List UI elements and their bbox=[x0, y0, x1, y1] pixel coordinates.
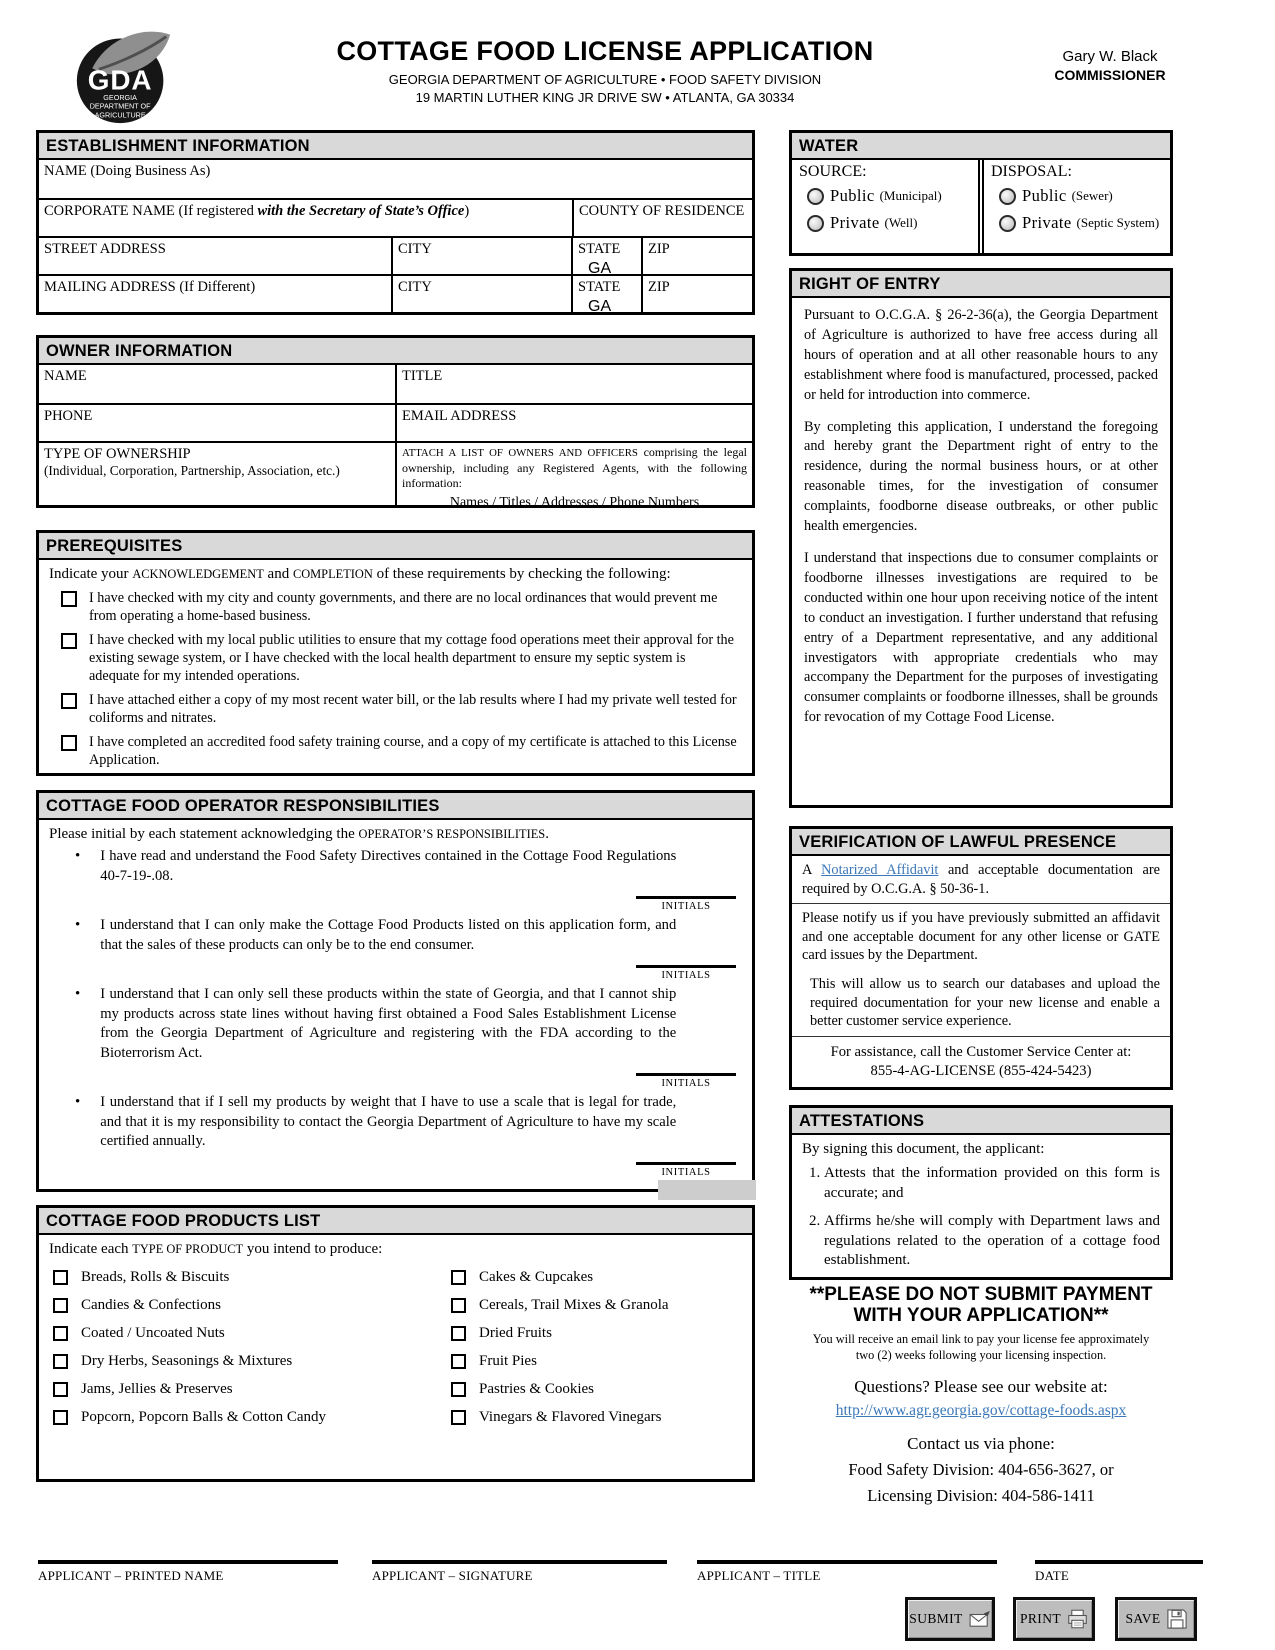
initials-label: INITIALS bbox=[661, 970, 711, 981]
licensing-phone: Licensing Division: 404-586-1411 bbox=[867, 1485, 1095, 1505]
attach-note-text bbox=[402, 445, 747, 492]
field-mailing-city[interactable] bbox=[391, 276, 571, 312]
prerequisite-item bbox=[61, 631, 744, 685]
signature-field[interactable] bbox=[372, 1560, 667, 1584]
intro-caps: ACKNOWLEDGEMENT bbox=[132, 567, 264, 581]
field-label: NAME (Doing Business As) bbox=[44, 163, 211, 179]
operator-responsibilities-section bbox=[36, 790, 755, 1192]
field-corporate-name[interactable] bbox=[39, 200, 572, 236]
section-title-verification: VERIFICATION OF LAWFUL PRESENCE bbox=[792, 829, 1170, 856]
radio-label: Public bbox=[1022, 186, 1067, 205]
field-label: PHONE bbox=[44, 408, 93, 424]
product-item bbox=[451, 1297, 744, 1314]
initials-label: INITIALS bbox=[661, 1166, 711, 1178]
bullet-icon: • bbox=[75, 848, 81, 864]
shaded-form-field-area bbox=[658, 1180, 756, 1200]
initials-label: INITIALS bbox=[661, 901, 711, 912]
right-of-entry-paragraph: By completing this application, I understand the foregoing and hereby grant the Department right of entry to the residence, during the normal business hours, or at other reasonable times, for the investigation of consumer complaints, foodborne disease outbreaks, or other public health emergencies. bbox=[804, 418, 1158, 535]
section-title-water: WATER bbox=[792, 133, 1170, 160]
water-source-label: SOURCE: bbox=[799, 163, 867, 180]
product-item bbox=[53, 1381, 451, 1398]
intro-caps: TYPE OF PRODUCT bbox=[132, 1242, 244, 1256]
attach-owners-note bbox=[395, 443, 752, 505]
verification-paragraph-2: Please notify us if you have previously submitted an affidavit and one acceptable document for any other license or GATE card issues by the Department. bbox=[802, 910, 1160, 964]
commissioner-name: Gary W. Black bbox=[1062, 48, 1158, 65]
payment-note-line: You will receive an email link to pay your license fee approximately bbox=[812, 1331, 1150, 1346]
prerequisite-checkbox-1[interactable] bbox=[61, 591, 77, 607]
product-checkbox-dried-fruits[interactable] bbox=[451, 1326, 466, 1341]
owner-information-section bbox=[36, 335, 755, 508]
water-section bbox=[789, 130, 1173, 256]
section-title-products: COTTAGE FOOD PRODUCTS LIST bbox=[39, 1208, 752, 1235]
field-label: COUNTY OF RESIDENCE bbox=[579, 203, 745, 219]
signature-line bbox=[1035, 1560, 1203, 1564]
printer-icon bbox=[1067, 1609, 1088, 1629]
field-label: MAILING ADDRESS (If Different) bbox=[44, 279, 256, 295]
intro-text: Indicate your bbox=[49, 566, 133, 582]
prerequisite-item bbox=[61, 589, 744, 625]
verification-text: and acceptable documentation are required by O.C.G.A. § 50-36-1. bbox=[802, 862, 1160, 897]
product-checkbox-breads[interactable] bbox=[53, 1270, 68, 1285]
field-owner-phone[interactable] bbox=[39, 405, 395, 441]
product-label: Vinegars & Flavored Vinegars bbox=[479, 1409, 662, 1425]
website-link[interactable]: http://www.agr.georgia.gov/cottage-foods.aspx bbox=[835, 1401, 1127, 1419]
radio-source-public[interactable] bbox=[807, 188, 824, 205]
state-value-prefilled: GA bbox=[588, 298, 612, 312]
signature-line bbox=[372, 1560, 667, 1564]
field-sublabel: (Individual, Corporation, Partnership, Association, etc.) bbox=[44, 463, 340, 478]
field-label: EMAIL ADDRESS bbox=[402, 408, 517, 424]
water-source-option bbox=[807, 186, 971, 206]
attach-note-caps: ATTACH A LIST OF OWNERS AND OFFICERS bbox=[402, 447, 638, 459]
water-disposal-label: DISPOSAL: bbox=[991, 163, 1072, 180]
product-item bbox=[53, 1325, 451, 1342]
radio-qualifier: (Well) bbox=[884, 215, 918, 230]
logo-text-line3: AGRICULTURE bbox=[94, 110, 146, 120]
product-checkbox-fruit-pies[interactable] bbox=[451, 1354, 466, 1369]
field-mailing-state[interactable] bbox=[571, 276, 641, 312]
product-checkbox-jams[interactable] bbox=[53, 1382, 68, 1397]
submit-button[interactable] bbox=[905, 1597, 995, 1641]
initials-field-3[interactable] bbox=[636, 1073, 736, 1089]
verification-lawful-presence-section bbox=[789, 826, 1173, 1090]
product-label: Dry Herbs, Seasonings & Mixtures bbox=[81, 1353, 293, 1369]
field-street-city[interactable] bbox=[391, 238, 571, 274]
envelope-icon bbox=[969, 1610, 991, 1628]
department-subtitle: GEORGIA DEPARTMENT OF AGRICULTURE • FOOD SAFETY DIVISION bbox=[388, 72, 822, 87]
field-label: CITY bbox=[398, 241, 432, 257]
product-item bbox=[451, 1353, 744, 1370]
button-label: SAVE bbox=[1125, 1611, 1161, 1626]
payment-note bbox=[789, 1331, 1173, 1364]
products-intro bbox=[49, 1241, 744, 1258]
water-disposal-option bbox=[999, 186, 1163, 206]
payment-notice-block bbox=[789, 1284, 1173, 1506]
form-header bbox=[260, 36, 950, 105]
button-label: SUBMIT bbox=[909, 1611, 963, 1626]
attach-names-line: Names / Titles / Addresses / Phone Numbers bbox=[449, 494, 700, 505]
floppy-icon bbox=[1167, 1609, 1187, 1629]
intro-caps: COMPLETION bbox=[292, 567, 373, 581]
radio-label: Public bbox=[830, 186, 875, 205]
product-label: Fruit Pies bbox=[479, 1353, 537, 1369]
right-of-entry-paragraph: I understand that inspections due to consumer complaints or foodborne illnesses investigations are required to be conducted within one hour upon receiving notice of the intent to conduct an investigation. I further understand that refusing entry of a Department representative, and any additional investigators with appropriate credentials who may accompany the Department for the purposes of investigating consumer complaints or foodborne illnesses, shall be grounds for revocation of my Cottage Food License. bbox=[804, 549, 1158, 726]
questions-line: Questions? Please see our website at: bbox=[854, 1376, 1108, 1396]
bullet-icon: • bbox=[75, 1094, 81, 1110]
attestation-item: 2. Affirms he/she will comply with Department laws and regulations related to the operation of a cottage food establishment. bbox=[824, 1212, 1160, 1271]
water-disposal-option bbox=[999, 213, 1163, 233]
field-street-zip[interactable] bbox=[641, 238, 752, 274]
product-item bbox=[451, 1325, 744, 1342]
responsibility-item bbox=[75, 916, 744, 955]
intro-text: and bbox=[263, 566, 293, 582]
signature-label: DATE bbox=[1035, 1568, 1070, 1583]
right-of-entry-paragraph: Pursuant to O.C.G.A. § 26-2-36(a), the Georgia Department of Agriculture is authorized to have free access during all hours of operation and at all other reasonable hours to any establishment where food is manufactured, processed, packed or held for introduction into commerce. bbox=[804, 307, 1158, 403]
initials-field-2[interactable] bbox=[636, 965, 736, 981]
product-checkbox-pastries[interactable] bbox=[451, 1382, 466, 1397]
product-label: Candies & Confections bbox=[81, 1297, 221, 1313]
responsibilities-intro bbox=[49, 826, 744, 843]
commissioner-title: COMMISSIONER bbox=[1054, 67, 1166, 83]
date-field[interactable] bbox=[1035, 1560, 1203, 1584]
field-street-address[interactable] bbox=[39, 238, 391, 274]
logo-text-line2: DEPARTMENT OF bbox=[89, 101, 151, 111]
verification-paragraph-3: This will allow us to search our databases and upload the required documentation for your new license and enable a better customer service experience. bbox=[810, 975, 1160, 1030]
field-owner-title[interactable] bbox=[395, 365, 752, 403]
product-label: Cereals, Trail Mixes & Granola bbox=[479, 1297, 669, 1313]
radio-disposal-public[interactable] bbox=[999, 188, 1016, 205]
section-title-attestations: ATTESTATIONS bbox=[792, 1108, 1170, 1135]
button-label: PRINT bbox=[1019, 1611, 1061, 1626]
signature-label: APPLICANT – SIGNATURE bbox=[372, 1568, 533, 1583]
prerequisite-text: I have checked with my local public utilities to ensure that my cottage food operations meet their approval for the existing sewage system, or I have checked with the local health department to ensure my septic system is adequate for my intended operations. bbox=[89, 632, 734, 684]
no-payment-warning-line2: WITH YOUR APPLICATION** bbox=[853, 1305, 1109, 1327]
gda-logo-icon bbox=[70, 26, 176, 126]
applicant-title-field[interactable] bbox=[697, 1560, 997, 1584]
product-item bbox=[53, 1353, 451, 1370]
assistance-note bbox=[792, 1037, 1170, 1085]
attestations-intro: By signing this document, the applicant: bbox=[802, 1141, 1045, 1157]
intro-text: Please initial by each statement acknowledging the bbox=[49, 826, 359, 842]
section-title-right-of-entry: RIGHT OF ENTRY bbox=[792, 271, 1170, 298]
field-ownership-type[interactable] bbox=[39, 443, 395, 505]
signature-label: APPLICANT – TITLE bbox=[697, 1568, 821, 1583]
product-label: Pastries & Cookies bbox=[479, 1381, 594, 1397]
field-county-of-residence[interactable] bbox=[572, 200, 752, 236]
field-label: ZIP bbox=[648, 279, 670, 295]
prerequisite-item bbox=[61, 691, 744, 727]
product-item bbox=[451, 1269, 744, 1286]
product-checkbox-vinegars[interactable] bbox=[451, 1410, 466, 1425]
no-payment-warning-line1: **PLEASE DO NOT SUBMIT PAYMENT bbox=[809, 1284, 1153, 1305]
right-of-entry-section bbox=[789, 268, 1173, 808]
field-label: CITY bbox=[398, 279, 432, 295]
prerequisite-text: I have attached either a copy of my most recent water bill, or the lab results where I had my private well tested for coliforms and nitrates. bbox=[89, 692, 737, 726]
commissioner-block bbox=[1030, 48, 1190, 83]
section-title-owner: OWNER INFORMATION bbox=[39, 338, 752, 365]
radio-qualifier: (Sewer) bbox=[1071, 188, 1113, 203]
attestations-section bbox=[789, 1105, 1173, 1280]
prerequisite-text: I have checked with my city and county governments, and there are no local ordinances that would prevent me from operating a home-based business. bbox=[89, 590, 718, 624]
product-checkbox-popcorn[interactable] bbox=[53, 1410, 68, 1425]
section-title-establishment: ESTABLISHMENT INFORMATION bbox=[39, 133, 752, 160]
state-value-prefilled: GA bbox=[588, 260, 612, 274]
radio-qualifier: (Municipal) bbox=[879, 188, 942, 203]
assistance-phone: 855-4-AG-LICENSE (855-424-5423) bbox=[870, 1062, 1092, 1079]
field-mailing-address[interactable] bbox=[39, 276, 391, 312]
field-label bbox=[44, 203, 469, 219]
bullet-icon: • bbox=[75, 917, 81, 933]
product-checkbox-cereals[interactable] bbox=[451, 1298, 466, 1313]
field-dba-name[interactable] bbox=[39, 160, 752, 198]
attestations-list bbox=[824, 1164, 1160, 1271]
responsibility-text: I understand that I can only sell these products within the state of Georgia, and that I cannot ship my products across state lines without having first obtained a Food Sales Establishment License from the Georgia Department of Agriculture and registering with the FDA according to the Bioterrorism Act. bbox=[100, 986, 677, 1061]
intro-text: of these requirements by checking the following: bbox=[372, 566, 671, 582]
responsibility-item bbox=[75, 847, 744, 886]
radio-label: Private bbox=[830, 213, 880, 232]
notarized-affidavit-link[interactable]: Notarized Affidavit bbox=[821, 862, 939, 878]
radio-disposal-private[interactable] bbox=[999, 215, 1016, 232]
product-item bbox=[53, 1269, 451, 1286]
water-source-column bbox=[792, 160, 978, 254]
signature-label: APPLICANT – PRINTED NAME bbox=[38, 1568, 224, 1583]
verification-paragraph-1 bbox=[792, 856, 1170, 903]
printed-name-field[interactable] bbox=[38, 1560, 338, 1584]
prerequisite-checkbox-2[interactable] bbox=[61, 633, 77, 649]
field-label: TITLE bbox=[402, 368, 443, 384]
product-checkbox-nuts[interactable] bbox=[53, 1326, 68, 1341]
food-safety-phone: Food Safety Division: 404-656-3627, or bbox=[848, 1459, 1114, 1479]
field-label: NAME bbox=[44, 368, 87, 384]
radio-source-private[interactable] bbox=[807, 215, 824, 232]
field-owner-email[interactable] bbox=[395, 405, 752, 441]
initials-field-4[interactable] bbox=[636, 1162, 736, 1178]
responsibility-text: I have read and understand the Food Safety Directives contained in the Cottage Food Regulations 40-7-19-.08. bbox=[100, 848, 677, 884]
bullet-icon: • bbox=[75, 986, 81, 1002]
intro-text: you intend to produce: bbox=[243, 1241, 383, 1257]
prerequisite-item bbox=[61, 733, 744, 769]
product-label: Breads, Rolls & Biscuits bbox=[81, 1269, 230, 1285]
establishment-information-section bbox=[36, 130, 755, 315]
logo-acronym: GDA bbox=[87, 64, 153, 96]
section-title-responsibilities: COTTAGE FOOD OPERATOR RESPONSIBILITIES bbox=[39, 793, 752, 820]
product-label: Coated / Uncoated Nuts bbox=[81, 1325, 225, 1341]
water-source-option bbox=[807, 213, 971, 233]
radio-qualifier: (Septic System) bbox=[1076, 215, 1160, 230]
prerequisite-text: I have completed an accredited food safety training course, and a copy of my certificate is attached to this License Application. bbox=[89, 734, 737, 768]
payment-note-line: two (2) weeks following your licensing inspection. bbox=[855, 1348, 1107, 1363]
product-item bbox=[451, 1409, 744, 1426]
product-label: Dried Fruits bbox=[479, 1325, 552, 1341]
prerequisites-section bbox=[36, 530, 755, 776]
gda-logo bbox=[70, 26, 176, 131]
responsibility-item bbox=[75, 985, 744, 1063]
attestation-item: 1. Attests that the information provided on this form is accurate; and bbox=[824, 1164, 1160, 1203]
product-checkbox-candies[interactable] bbox=[53, 1298, 68, 1313]
products-list-section bbox=[36, 1205, 755, 1482]
product-label: Jams, Jellies & Preserves bbox=[81, 1381, 233, 1397]
field-label: STATE bbox=[578, 279, 621, 295]
field-mailing-zip[interactable] bbox=[641, 276, 752, 312]
responsibility-text: I understand that I can only make the Cottage Food Products listed on this application form, and that the sales of these products can only be to the end consumer. bbox=[100, 917, 677, 953]
responsibility-text: I understand that if I sell my products by weight that I have to use a scale that is legal for trade, and that it is my responsibility to contact the Georgia Department of Agriculture to have my scale certified annually. bbox=[100, 1094, 677, 1149]
product-label: Popcorn, Popcorn Balls & Cotton Candy bbox=[81, 1409, 326, 1425]
attach-note-rest: comprising the legal ownership, including any Registered Agents, with the following information: bbox=[402, 445, 747, 491]
label-text: ) bbox=[464, 203, 470, 219]
field-label: STATE bbox=[578, 241, 621, 257]
product-item bbox=[53, 1409, 451, 1426]
save-button[interactable] bbox=[1115, 1597, 1197, 1641]
signature-line bbox=[697, 1560, 997, 1564]
field-label: TYPE OF OWNERSHIP bbox=[44, 446, 191, 462]
verification-text: A bbox=[802, 862, 822, 878]
intro-text: . bbox=[545, 826, 549, 842]
responsibility-item bbox=[75, 1093, 744, 1152]
field-street-state[interactable] bbox=[571, 238, 641, 274]
prerequisite-checkbox-3[interactable] bbox=[61, 693, 77, 709]
initials-field-1[interactable] bbox=[636, 896, 736, 912]
radio-label: Private bbox=[1022, 213, 1072, 232]
signature-line bbox=[38, 1560, 338, 1564]
address-subtitle: 19 MARTIN LUTHER KING JR DRIVE SW • ATLANTA, GA 30334 bbox=[415, 90, 795, 105]
label-text-italic: with the Secretary of State’s Office bbox=[257, 203, 465, 219]
logo-text-line1: GEORGIA bbox=[103, 93, 137, 103]
product-label: Cakes & Cupcakes bbox=[479, 1269, 594, 1285]
water-disposal-column bbox=[984, 160, 1170, 254]
field-label: ZIP bbox=[648, 241, 670, 257]
product-item bbox=[451, 1381, 744, 1398]
print-button[interactable] bbox=[1013, 1597, 1095, 1641]
field-owner-name[interactable] bbox=[39, 365, 395, 403]
page-title: COTTAGE FOOD LICENSE APPLICATION bbox=[336, 36, 874, 66]
contact-heading: Contact us via phone: bbox=[907, 1433, 1055, 1453]
product-item bbox=[53, 1297, 451, 1314]
intro-text: Indicate each bbox=[49, 1241, 133, 1257]
label-text: CORPORATE NAME (If registered bbox=[44, 203, 258, 219]
prerequisites-intro bbox=[49, 566, 744, 583]
product-checkbox-cakes[interactable] bbox=[451, 1270, 466, 1285]
section-title-prerequisites: PREREQUISITES bbox=[39, 533, 752, 560]
initials-label: INITIALS bbox=[661, 1078, 711, 1089]
field-label: STREET ADDRESS bbox=[44, 241, 166, 257]
product-checkbox-herbs[interactable] bbox=[53, 1354, 68, 1369]
assistance-line: For assistance, call the Customer Service Center at: bbox=[830, 1043, 1132, 1060]
intro-caps: OPERATOR’S RESPONSIBILITIES bbox=[358, 827, 546, 841]
prerequisite-checkbox-4[interactable] bbox=[61, 735, 77, 751]
